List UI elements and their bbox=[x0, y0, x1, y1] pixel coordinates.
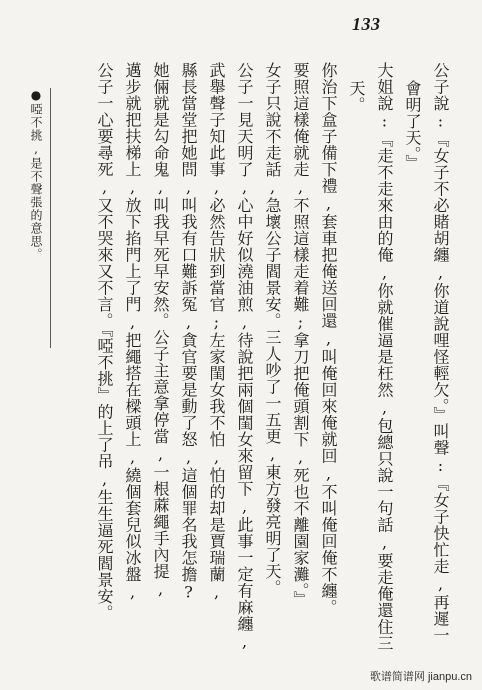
footnote-text: 啞不挑,是不聲張的意思。 bbox=[29, 103, 43, 261]
footnote bbox=[28, 88, 44, 261]
watermark: 歌谱简谱网 jianpu.cn bbox=[369, 671, 472, 683]
text-column-12: 邁步就把扶梯上,放下掐門上了門,把繩搭在樑頭上,繞個套兒似冰盤, bbox=[123, 62, 142, 602]
text-column-5: 你治下盒子備下禮,套車把俺送回還,叫俺回來俺就回,不叫俺回俺不纏。 bbox=[319, 62, 338, 616]
text-column-6: 要照這樣俺就走,不照這樣走着難;拿刀把俺頭割下,死也不離園家灘。』 bbox=[291, 62, 310, 608]
text-column-4: 天。 bbox=[347, 80, 366, 113]
text-column-1: 公子說:『女子不必賭胡纏,你道說哩怪輕欠。』叫聲:『女子快忙走,再遲一 bbox=[431, 62, 450, 644]
text-column-10: 縣長當堂把她問,叫我有口難訴冤,貪官要是動了怒,這個罪名我怎擔? bbox=[179, 62, 198, 602]
text-column-7: 女子只說不走話,急壞公子閻景安。三人吵了一五更,東方發亮明了天。 bbox=[263, 62, 282, 596]
text-column-11: 她倆就是勾命鬼,叫我早死早安然。公子主意拿停當,一根蔴繩手內提, bbox=[151, 62, 170, 599]
footnote-divider bbox=[50, 88, 51, 348]
text-column-3: 大姐說:『走不走來由的俺,你就催逼是枉然,包總只說一句話,要走俺還住三 bbox=[375, 62, 394, 652]
vertical-text-block bbox=[52, 62, 452, 652]
footnote-marker: ● bbox=[29, 88, 43, 103]
text-column-13: 公子一心要尋死,又不哭來又不言。『啞不挑』的上了吊,生生逼死閻景安。 bbox=[95, 62, 114, 621]
page-number: 133 bbox=[352, 14, 381, 34]
text-column-9: 武舉聲子知此事,必然告狀到當官;左家閨女我不怕,怕的却是賈瑞蘭, bbox=[207, 62, 226, 602]
text-column-2: 會明了天。』 bbox=[403, 80, 422, 171]
text-column-8: 公子一見天明了,心中好似澆油煎,待說把兩個閨女來留下,此事一定有麻纏, bbox=[235, 62, 254, 652]
